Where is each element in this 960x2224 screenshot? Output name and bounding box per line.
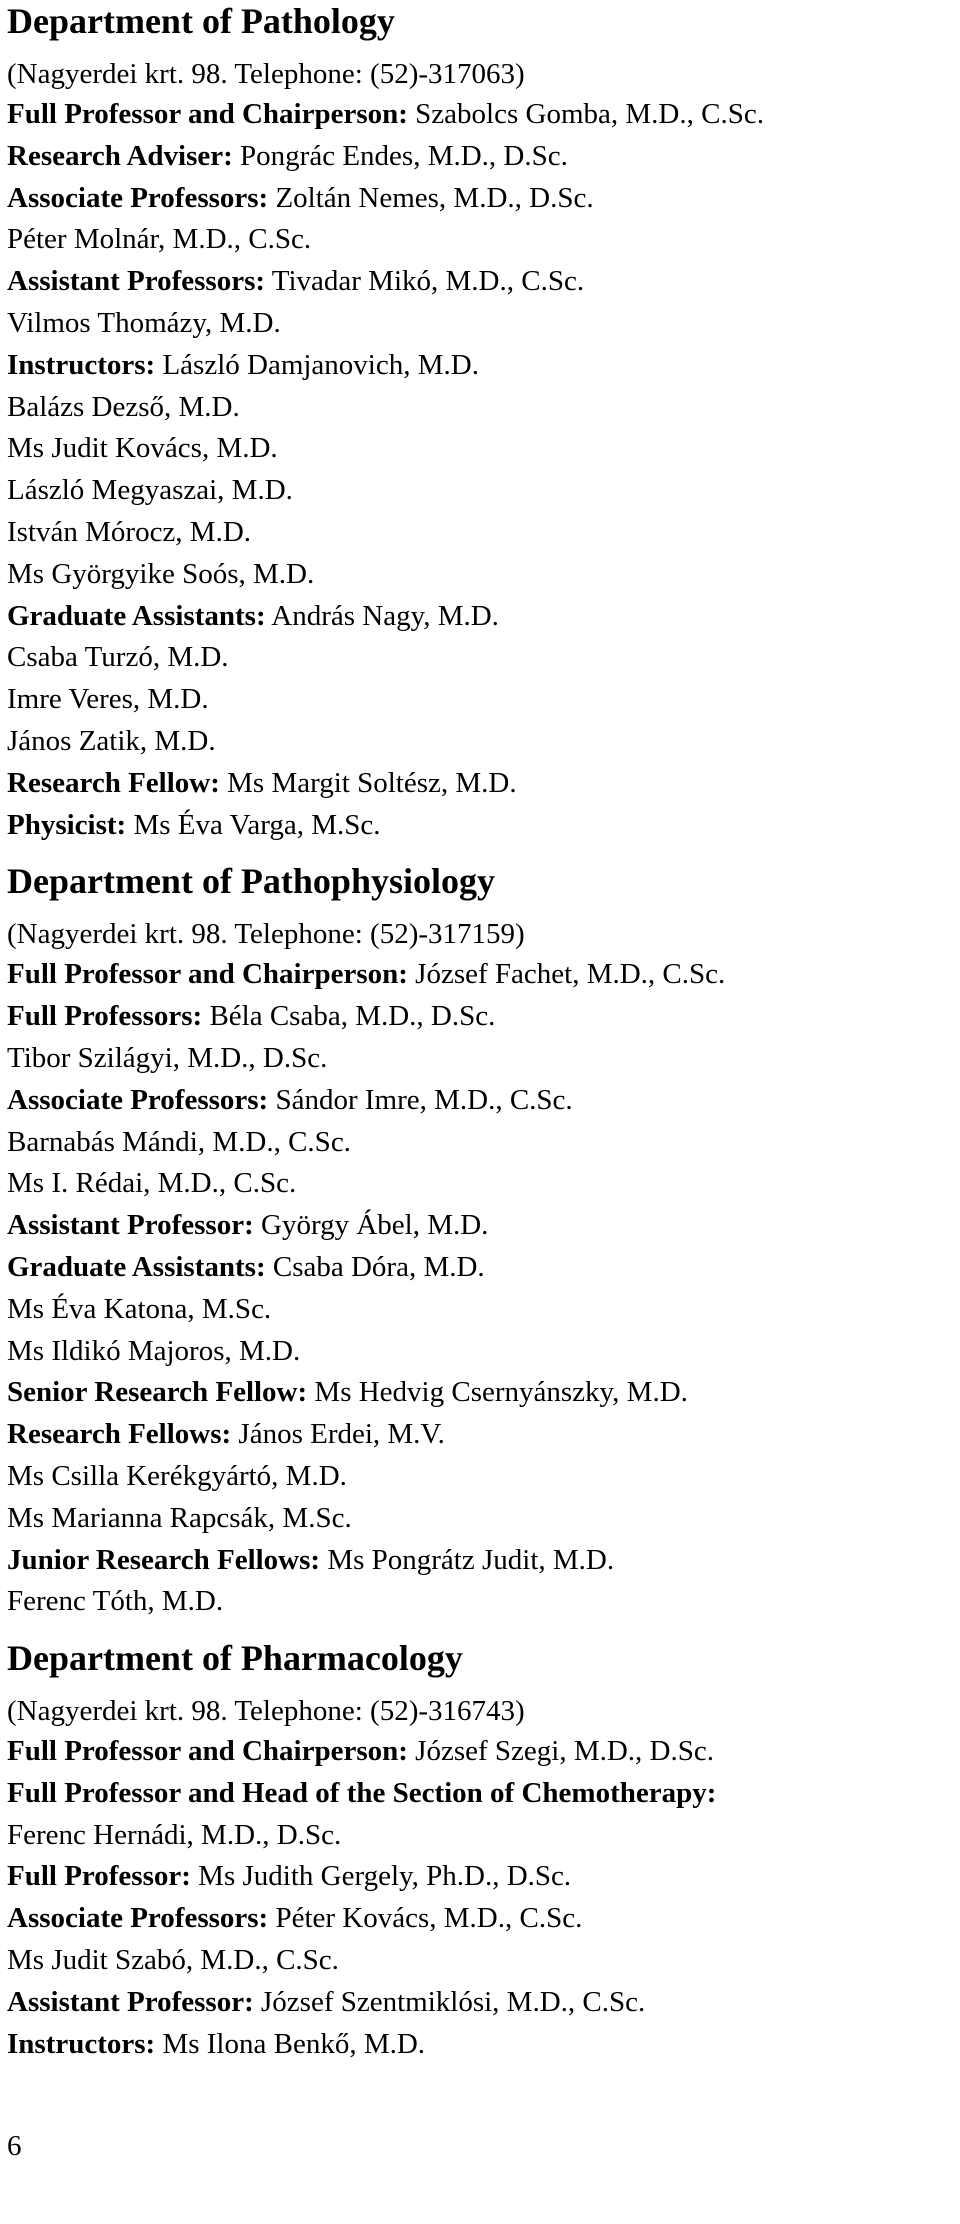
- staff-line: [7, 1940, 953, 1982]
- department-pathology: [7, 0, 953, 846]
- staff-line: [7, 387, 953, 429]
- staff-role: Instructors:: [7, 348, 156, 381]
- staff-line: [7, 1038, 953, 1080]
- staff-role: Full Professor and Chairperson:: [7, 1735, 408, 1768]
- staff-line: [7, 805, 953, 847]
- staff-role: Assistant Professor:: [7, 1209, 254, 1242]
- staff-name: Ms Éva Katona, M.Sc.: [7, 1292, 272, 1325]
- staff-line: [7, 1372, 953, 1414]
- staff-role: Senior Research Fellow:: [7, 1376, 308, 1409]
- staff-name: Tivadar Mikó, M.D., C.Sc.: [265, 265, 585, 298]
- staff-name: László Megyaszai, M.D.: [7, 474, 293, 507]
- staff-name: Ms Hedvig Csernyánszky, M.D.: [307, 1376, 688, 1409]
- staff-line: [7, 637, 953, 679]
- staff-role: Associate Professors:: [7, 1902, 269, 1935]
- staff-role: Associate Professors:: [7, 1083, 269, 1116]
- staff-name: János Erdei, M.V.: [231, 1418, 445, 1451]
- staff-name: Csaba Dóra, M.D.: [265, 1250, 485, 1283]
- staff-line: [7, 345, 953, 387]
- staff-name: László Damjanovich, M.D.: [155, 348, 479, 381]
- staff-role: Full Professor and Chairperson:: [7, 98, 408, 130]
- department-address: (Nagyerdei krt. 98. Telephone: (52)-316743): [7, 1695, 525, 1728]
- staff-line: [7, 596, 953, 638]
- staff-name: Ms Ildikó Majoros, M.D.: [7, 1334, 301, 1367]
- staff-role: Full Professors:: [7, 1000, 203, 1033]
- staff-line: [7, 1456, 953, 1498]
- staff-role: Physicist:: [7, 808, 127, 841]
- department-address: (Nagyerdei krt. 98. Telephone: (52)-317159): [7, 918, 525, 951]
- staff-role: Research Adviser:: [7, 139, 233, 172]
- department-address: (Nagyerdei krt. 98. Telephone: (52)-317063): [7, 58, 525, 90]
- staff-line: [7, 679, 953, 721]
- staff-name: Ms Éva Varga, M.Sc.: [126, 808, 381, 841]
- staff-line: [7, 1815, 953, 1857]
- staff-line: [7, 136, 953, 178]
- staff-line: [7, 1856, 953, 1898]
- staff-name: András Nagy, M.D.: [265, 599, 499, 632]
- staff-line: [7, 954, 953, 996]
- staff-role: Assistant Professors:: [7, 265, 266, 298]
- staff-line: [7, 1205, 953, 1247]
- staff-role: Associate Professors:: [7, 181, 269, 214]
- staff-name: Szabolcs Gomba, M.D., C.Sc.: [407, 98, 764, 130]
- staff-name: Zoltán Nemes, M.D., D.Sc.: [268, 181, 594, 214]
- staff-line: [7, 178, 953, 220]
- staff-name: Ferenc Tóth, M.D.: [7, 1585, 224, 1618]
- staff-line: [7, 763, 953, 805]
- staff-line: [7, 94, 953, 136]
- staff-name: Sándor Imre, M.D., C.Sc.: [268, 1083, 573, 1116]
- department-title: Department of Pathology: [7, 1, 395, 41]
- staff-name: Béla Csaba, M.D., D.Sc.: [202, 1000, 496, 1033]
- staff-role: Full Professor:: [7, 1860, 191, 1893]
- staff-name: István Mórocz, M.D.: [7, 515, 252, 548]
- staff-line: [7, 512, 953, 554]
- staff-name: György Ábel, M.D.: [253, 1209, 489, 1242]
- staff-line: [7, 303, 953, 345]
- staff-name: Péter Molnár, M.D., C.Sc.: [7, 223, 312, 256]
- staff-name: Balázs Dezső, M.D.: [7, 390, 240, 423]
- staff-name: Pongrác Endes, M.D., D.Sc.: [232, 139, 568, 172]
- department-pathophysiology: [7, 860, 953, 1623]
- staff-name: Ferenc Hernádi, M.D., D.Sc.: [7, 1818, 342, 1851]
- staff-role: Junior Research Fellows:: [7, 1543, 321, 1576]
- department-title: Department of Pathophysiology: [7, 861, 495, 902]
- staff-role: Instructors:: [7, 2027, 156, 2060]
- staff-line: [7, 554, 953, 596]
- staff-role: Research Fellow:: [7, 766, 220, 799]
- staff-name: Ms Csilla Kerékgyártó, M.D.: [7, 1459, 347, 1492]
- staff-role: Full Professor and Head of the Section of Chemotherapy:: [7, 1776, 717, 1809]
- staff-name: Barnabás Mándi, M.D., C.Sc.: [7, 1125, 351, 1158]
- staff-name: Ms Ilona Benkő, M.D.: [155, 2027, 426, 2060]
- staff-line: [7, 1247, 953, 1289]
- staff-line: [7, 1581, 953, 1623]
- staff-line: [7, 470, 953, 512]
- staff-name: Péter Kovács, M.D., C.Sc.: [268, 1902, 583, 1935]
- staff-name: Ms Marianna Rapcsák, M.Sc.: [7, 1501, 352, 1534]
- staff-name: Tibor Szilágyi, M.D., D.Sc.: [7, 1041, 328, 1074]
- staff-role: Assistant Professor:: [7, 1985, 254, 2018]
- staff-line: [7, 1982, 953, 2024]
- staff-name: Ms Judit Kovács, M.D.: [7, 432, 278, 465]
- staff-role: Graduate Assistants:: [7, 599, 266, 632]
- staff-role: Graduate Assistants:: [7, 1250, 266, 1283]
- staff-name: Vilmos Thomázy, M.D.: [7, 306, 281, 339]
- staff-line: [7, 1773, 953, 1815]
- page-number: 6: [7, 2130, 22, 2162]
- staff-line: [7, 1163, 953, 1205]
- staff-role: Full Professor and Chairperson:: [7, 958, 408, 991]
- staff-line: [7, 996, 953, 1038]
- staff-line: [7, 1080, 953, 1122]
- staff-name: Imre Veres, M.D.: [7, 683, 209, 716]
- staff-line: [7, 1331, 953, 1373]
- staff-name: József Szentmiklósi, M.D., C.Sc.: [253, 1985, 646, 2018]
- department-title: Department of Pharmacology: [7, 1638, 463, 1679]
- staff-name: Ms Judit Szabó, M.D., C.Sc.: [7, 1944, 339, 1977]
- staff-line: [7, 1498, 953, 1540]
- page-content: [7, 0, 953, 2065]
- staff-name: Ms Margit Soltész, M.D.: [219, 766, 517, 799]
- staff-line: [7, 428, 953, 470]
- staff-line: [7, 261, 953, 303]
- staff-line: [7, 1414, 953, 1456]
- staff-name: Ms Pongrátz Judit, M.D.: [320, 1543, 615, 1576]
- staff-line: [7, 721, 953, 763]
- staff-name: Ms Judith Gergely, Ph.D., D.Sc.: [190, 1860, 572, 1893]
- staff-line: [7, 1289, 953, 1331]
- staff-name: Csaba Turzó, M.D.: [7, 641, 229, 674]
- staff-name: József Szegi, M.D., D.Sc.: [407, 1735, 714, 1768]
- staff-line: [7, 1898, 953, 1940]
- staff-line: [7, 1122, 953, 1164]
- staff-line: [7, 1540, 953, 1582]
- staff-line: [7, 1731, 953, 1773]
- staff-name: Ms Györgyike Soós, M.D.: [7, 557, 315, 590]
- staff-name: Ms I. Rédai, M.D., C.Sc.: [7, 1167, 297, 1200]
- staff-role: Research Fellows:: [7, 1418, 232, 1451]
- department-pharmacology: [7, 1637, 953, 2065]
- staff-line: [7, 2024, 953, 2066]
- staff-name: József Fachet, M.D., C.Sc.: [407, 958, 726, 991]
- staff-line: [7, 219, 953, 261]
- staff-name: János Zatik, M.D.: [7, 724, 216, 757]
